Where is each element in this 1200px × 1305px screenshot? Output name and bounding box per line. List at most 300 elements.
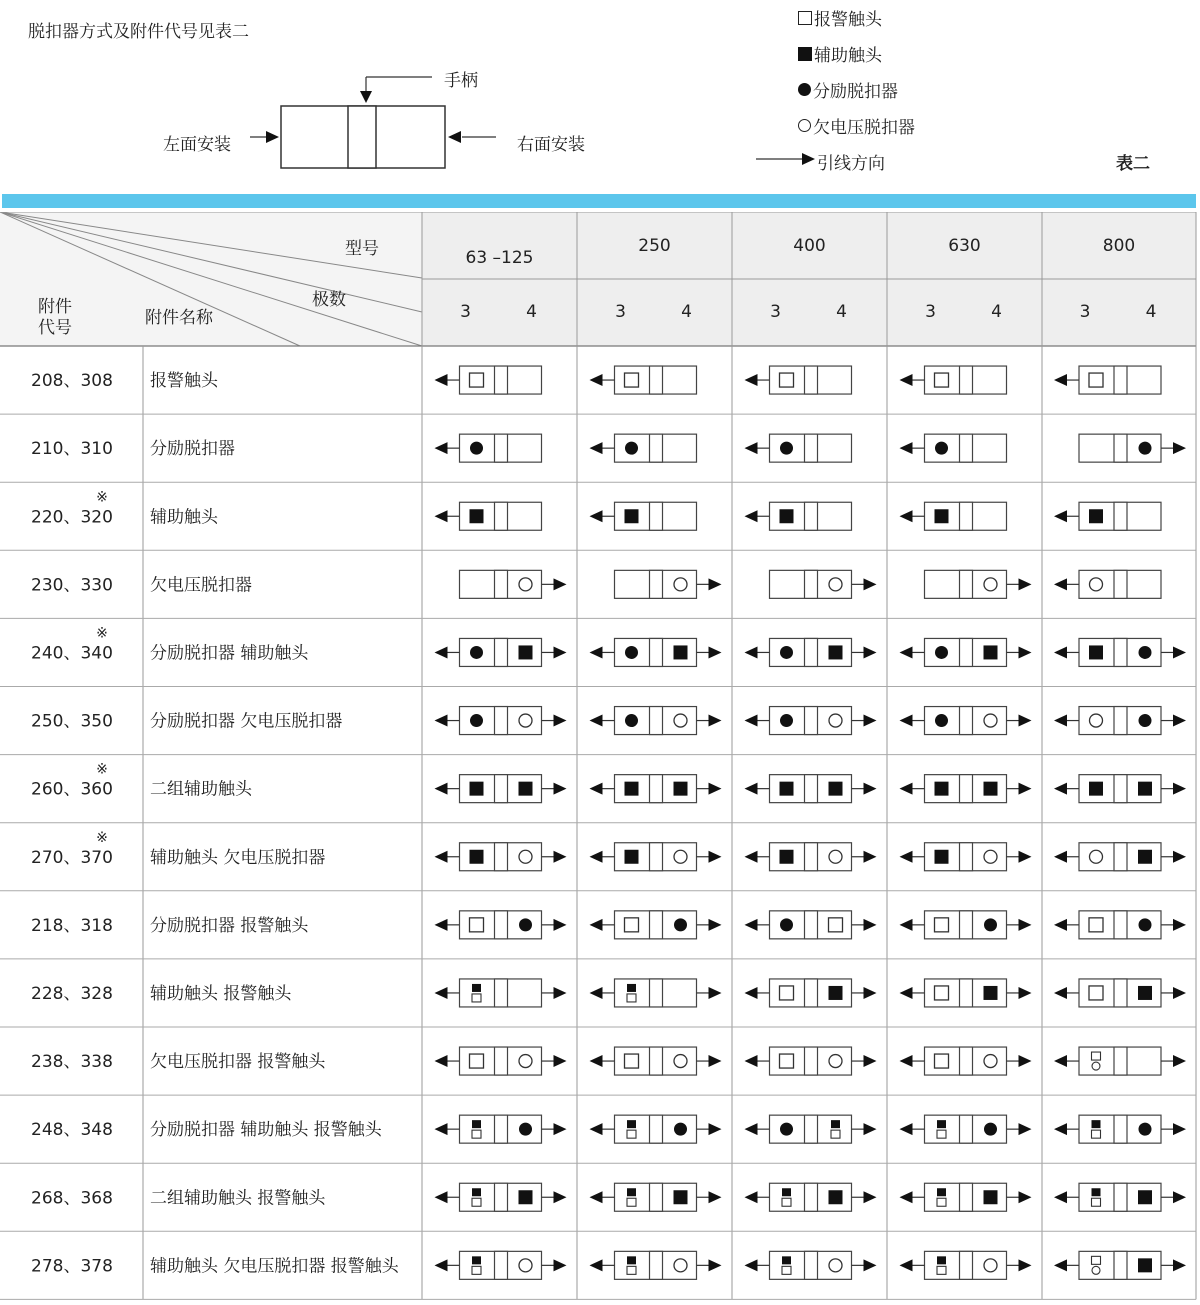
cell-13-2-right-symbol: [829, 1259, 842, 1272]
header-code-label-1: 附件: [38, 297, 72, 317]
cell-11-3-arrow-right: [1019, 1123, 1032, 1135]
left-arrow-head: [266, 131, 279, 143]
cell-11-2-right-symbol-alarm: [831, 1130, 840, 1138]
cell-13-0-left-symbol-aux: [472, 1256, 481, 1264]
cell-2-4-arrow-left: [1054, 510, 1067, 522]
cell-6-4-arrow-right: [1173, 783, 1186, 795]
cell-12-2-arrow-left: [745, 1191, 758, 1203]
row-code-11: 248、348: [31, 1120, 113, 1141]
cell-10-3-arrow-right: [1019, 1055, 1032, 1067]
row-name-6: 二组辅助触头: [150, 779, 252, 800]
cell-6-1-arrow-right: [709, 783, 722, 795]
cell-13-1-left-symbol-aux: [627, 1256, 636, 1264]
cell-11-3-arrow-left: [900, 1123, 913, 1135]
cell-10-1-right-symbol: [674, 1055, 687, 1068]
cell-3-3-right-symbol: [984, 578, 997, 591]
cell-10-1-arrow-left: [590, 1055, 603, 1067]
cell-11-0-arrow-left: [435, 1123, 448, 1135]
cell-7-3-left-symbol: [935, 850, 949, 864]
cell-10-3-handle: [960, 1047, 973, 1075]
cell-9-4-arrow-left: [1054, 987, 1067, 999]
cell-11-0-right-symbol: [519, 1123, 532, 1136]
alarm-contact-icon: [798, 11, 812, 25]
cell-8-3-handle: [960, 911, 973, 939]
cell-13-1-arrow-left: [590, 1259, 603, 1271]
cell-13-3-arrow-left: [900, 1259, 913, 1271]
cell-4-4-handle: [1114, 638, 1127, 666]
row-name-3: 欠电压脱扣器: [150, 575, 252, 596]
cell-0-4-arrow-left: [1054, 374, 1067, 386]
row-name-8: 分励脱扣器 报警触头: [150, 915, 309, 936]
cell-12-3-right-symbol: [984, 1190, 998, 1204]
cell-8-4-handle: [1114, 911, 1127, 939]
cell-13-0-left-symbol-alarm: [472, 1266, 481, 1274]
cell-0-1-left-symbol: [625, 373, 639, 387]
cell-11-2-arrow-left: [745, 1123, 758, 1135]
cell-0-3-handle: [960, 366, 973, 394]
cell-1-4-right-symbol: [1139, 442, 1152, 455]
frame-header-2: 400: [793, 236, 826, 256]
cell-13-4-arrow-right: [1173, 1259, 1186, 1271]
cell-8-2-arrow-left: [745, 919, 758, 931]
cell-3-1-handle: [650, 570, 663, 598]
cell-10-0-left-symbol: [470, 1054, 484, 1068]
cell-4-4-left-symbol: [1089, 645, 1103, 659]
cell-12-0-handle: [495, 1183, 508, 1211]
cell-5-1-handle: [650, 707, 663, 735]
cell-4-1-right-symbol: [674, 645, 688, 659]
row-name-4: 分励脱扣器 辅助触头: [150, 643, 309, 664]
cell-7-1-left-symbol: [625, 850, 639, 864]
cell-11-2-handle: [805, 1115, 818, 1143]
cell-1-2-handle: [805, 434, 818, 462]
cell-9-1-arrow-right: [709, 987, 722, 999]
cell-0-0-handle: [495, 366, 508, 394]
cell-12-0-right-symbol: [519, 1190, 533, 1204]
cell-7-4-left-symbol: [1090, 850, 1103, 863]
cell-11-1-arrow-left: [590, 1123, 603, 1135]
cell-10-3-left-symbol: [935, 1054, 949, 1068]
cell-0-0-arrow-left: [435, 374, 448, 386]
cell-0-3-arrow-left: [900, 374, 913, 386]
cell-8-0-handle: [495, 911, 508, 939]
cell-5-2-handle: [805, 707, 818, 735]
cell-5-3-right-symbol: [984, 714, 997, 727]
cell-7-3-right-symbol: [984, 850, 997, 863]
cell-10-3-arrow-left: [900, 1055, 913, 1067]
cell-5-1-arrow-right: [709, 715, 722, 727]
cell-6-4-arrow-left: [1054, 783, 1067, 795]
cell-0-1-handle: [650, 366, 663, 394]
cell-11-1-left-symbol-alarm: [627, 1130, 636, 1138]
top-note: 脱扣器方式及附件代号见表二: [28, 22, 249, 42]
cell-13-1-handle: [650, 1251, 663, 1279]
row-code-10: 238、338: [31, 1052, 113, 1073]
cell-12-2-left-symbol-alarm: [782, 1198, 791, 1206]
cell-10-3-right-symbol: [984, 1055, 997, 1068]
cell-2-2-left-symbol: [780, 509, 794, 523]
cell-13-3-right-symbol: [984, 1259, 997, 1272]
cell-8-4-arrow-left: [1054, 919, 1067, 931]
cell-6-3-arrow-left: [900, 783, 913, 795]
cell-11-4-left-symbol-aux: [1092, 1120, 1101, 1128]
legend-shunt: [798, 77, 898, 102]
row-name-12: 二组辅助触头 报警触头: [150, 1188, 326, 1209]
cell-11-4-arrow-right: [1173, 1123, 1186, 1135]
cell-6-3-handle: [960, 775, 973, 803]
cell-12-3-arrow-left: [900, 1191, 913, 1203]
cell-12-4-handle: [1114, 1183, 1127, 1211]
cell-4-0-arrow-right: [554, 646, 567, 658]
cell-2-4-left-symbol: [1089, 509, 1103, 523]
cell-2-3-left-symbol: [935, 509, 949, 523]
cell-6-2-arrow-right: [864, 783, 877, 795]
cell-7-4-arrow-right: [1173, 851, 1186, 863]
cell-8-4-right-symbol: [1139, 918, 1152, 931]
pole-3-header-2: 3: [770, 302, 781, 322]
cell-13-4-left-symbol-under: [1092, 1266, 1100, 1274]
cell-6-1-handle: [650, 775, 663, 803]
cell-5-1-right-symbol: [674, 714, 687, 727]
cell-8-4-left-symbol: [1089, 918, 1103, 932]
row-name-5: 分励脱扣器 欠电压脱扣器: [150, 711, 343, 732]
cell-13-0-arrow-left: [435, 1259, 448, 1271]
cell-1-3-left-symbol: [935, 442, 948, 455]
cell-13-2-arrow-right: [864, 1259, 877, 1271]
cell-12-3-handle: [960, 1183, 973, 1211]
cell-13-1-right-symbol: [674, 1259, 687, 1272]
cell-3-0-arrow-right: [554, 578, 567, 590]
cell-13-4-left-symbol-alarm: [1092, 1256, 1101, 1264]
cell-2-2-handle: [805, 502, 818, 530]
cell-11-3-left-symbol-alarm: [937, 1130, 946, 1138]
cell-11-4-arrow-left: [1054, 1123, 1067, 1135]
cell-7-2-left-symbol: [780, 850, 794, 864]
cell-6-0-handle: [495, 775, 508, 803]
legend-aux: [798, 41, 882, 66]
cell-12-4-arrow-right: [1173, 1191, 1186, 1203]
cell-12-1-left-symbol-aux: [627, 1188, 636, 1196]
cell-7-0-arrow-right: [554, 851, 567, 863]
cell-9-3-handle: [960, 979, 973, 1007]
cell-8-1-right-symbol: [674, 918, 687, 931]
cell-5-1-arrow-left: [590, 715, 603, 727]
cell-5-0-arrow-right: [554, 715, 567, 727]
cell-13-1-arrow-right: [709, 1259, 722, 1271]
cell-7-1-handle: [650, 843, 663, 871]
cell-1-0-handle: [495, 434, 508, 462]
cell-7-0-arrow-left: [435, 851, 448, 863]
cell-12-2-right-symbol: [829, 1190, 843, 1204]
cell-13-0-right-symbol: [519, 1259, 532, 1272]
cell-1-4-arrow-right: [1173, 442, 1186, 454]
cell-7-1-arrow-right: [709, 851, 722, 863]
cell-10-0-right-symbol: [519, 1055, 532, 1068]
cell-2-1-left-symbol: [625, 509, 639, 523]
row-code-8: 218、318: [31, 915, 113, 936]
auxiliary-contact-icon: [798, 47, 812, 61]
cell-11-0-left-symbol-aux: [472, 1120, 481, 1128]
pole-3-header-0: 3: [460, 302, 471, 322]
cell-5-4-right-symbol: [1139, 714, 1152, 727]
cell-6-2-handle: [805, 775, 818, 803]
cell-7-3-arrow-left: [900, 851, 913, 863]
pole-4-header-4: 4: [1145, 302, 1157, 322]
cell-11-2-left-symbol: [780, 1123, 793, 1136]
cell-6-0-right-symbol: [519, 782, 533, 796]
row-code-9: 228、328: [31, 983, 113, 1004]
cell-10-4-left-symbol-under: [1092, 1062, 1100, 1070]
cell-11-4-right-symbol: [1139, 1123, 1152, 1136]
row-name-11: 分励脱扣器 辅助触头 报警触头: [150, 1120, 382, 1141]
cell-4-4-arrow-left: [1054, 646, 1067, 658]
cell-2-2-arrow-left: [745, 510, 758, 522]
cell-4-3-arrow-right: [1019, 646, 1032, 658]
cell-4-1-arrow-left: [590, 646, 603, 658]
cell-5-0-left-symbol: [470, 714, 483, 727]
row-name-7: 辅助触头 欠电压脱扣器: [150, 847, 326, 868]
cell-4-1-left-symbol: [625, 646, 638, 659]
cell-5-3-handle: [960, 707, 973, 735]
cell-11-3-left-symbol-aux: [937, 1120, 946, 1128]
cell-11-1-arrow-right: [709, 1123, 722, 1135]
cell-2-0-arrow-left: [435, 510, 448, 522]
row-code-5: 250、350: [31, 711, 113, 732]
cell-7-3-handle: [960, 843, 973, 871]
cell-6-1-arrow-left: [590, 783, 603, 795]
cell-11-1-handle: [650, 1115, 663, 1143]
cell-4-1-arrow-right: [709, 646, 722, 658]
cell-6-0-arrow-right: [554, 783, 567, 795]
cell-11-1-right-symbol: [674, 1123, 687, 1136]
cell-6-1-right-symbol: [674, 782, 688, 796]
pole-3-header-3: 3: [925, 302, 936, 322]
legend-alarm-label: 报警触头: [814, 10, 882, 30]
cell-8-3-left-symbol: [935, 918, 949, 932]
row-name-13: 辅助触头 欠电压脱扣器 报警触头: [150, 1256, 399, 1277]
cell-7-2-right-symbol: [829, 850, 842, 863]
cell-10-2-left-symbol: [780, 1054, 794, 1068]
row-note-mark-6: ※: [96, 761, 108, 778]
cell-9-0-left-symbol-alarm: [472, 994, 481, 1002]
frame-header-4: 800: [1102, 236, 1136, 256]
cell-8-2-handle: [805, 911, 818, 939]
accessory-table: [0, 212, 1200, 1305]
cell-4-3-handle: [960, 638, 973, 666]
cell-1-1-left-symbol: [625, 442, 638, 455]
cell-10-0-handle: [495, 1047, 508, 1075]
cell-3-3-handle: [960, 570, 973, 598]
cell-9-4-handle: [1114, 979, 1127, 1007]
cell-10-1-handle: [650, 1047, 663, 1075]
pole-4-header-1: 4: [681, 302, 692, 322]
cell-6-2-arrow-left: [745, 783, 758, 795]
cell-11-0-left-symbol-alarm: [472, 1130, 481, 1138]
cell-9-2-left-symbol: [780, 986, 794, 1000]
cell-9-2-handle: [805, 979, 818, 1007]
pole-3-header-4: 3: [1079, 302, 1091, 322]
mounting-diagram: [150, 55, 610, 180]
row-name-0: 报警触头: [150, 371, 218, 392]
legend-arrow-label: 引线方向: [817, 154, 885, 174]
cell-2-1-arrow-left: [590, 510, 603, 522]
cell-12-0-arrow-left: [435, 1191, 448, 1203]
cell-6-1-left-symbol: [625, 782, 639, 796]
cell-9-0-left-symbol-aux: [472, 984, 481, 992]
legend-alarm: [798, 5, 882, 30]
cell-6-4-handle: [1114, 775, 1127, 803]
row-name-10: 欠电压脱扣器 报警触头: [150, 1052, 326, 1073]
cell-9-4-right-symbol: [1138, 986, 1152, 1000]
cell-0-3-left-symbol: [935, 373, 949, 387]
cell-7-0-right-symbol: [519, 850, 532, 863]
cell-9-2-arrow-right: [864, 987, 877, 999]
cell-4-2-left-symbol: [780, 646, 793, 659]
row-code-7: 270、370: [31, 847, 113, 868]
cell-4-0-left-symbol: [470, 646, 483, 659]
cell-2-1-handle: [650, 502, 663, 530]
cell-2-3-arrow-left: [900, 510, 913, 522]
cell-6-2-right-symbol: [829, 782, 843, 796]
cell-5-4-left-symbol: [1090, 714, 1103, 727]
row-code-6: 260、360: [31, 779, 113, 800]
cell-7-2-arrow-right: [864, 851, 877, 863]
cell-1-2-left-symbol: [780, 442, 793, 455]
cell-5-4-handle: [1114, 707, 1127, 735]
legend-under: [798, 113, 915, 138]
cell-8-3-arrow-left: [900, 919, 913, 931]
row-code-4: 240、340: [31, 643, 113, 664]
cell-11-0-arrow-right: [554, 1123, 567, 1135]
cell-8-3-arrow-right: [1019, 919, 1032, 931]
cell-5-4-arrow-left: [1054, 715, 1067, 727]
row-code-2: 220、320: [31, 507, 113, 528]
cell-0-0-left-symbol: [470, 373, 484, 387]
cell-1-2-arrow-left: [745, 442, 758, 454]
cell-13-2-left-symbol-alarm: [782, 1266, 791, 1274]
cell-5-3-arrow-right: [1019, 715, 1032, 727]
cell-8-2-arrow-right: [864, 919, 877, 931]
cell-10-0-arrow-left: [435, 1055, 448, 1067]
cell-11-0-handle: [495, 1115, 508, 1143]
header-code-label-2: 代号: [38, 318, 72, 338]
frame-header-1: 250: [638, 236, 671, 256]
cell-6-4-right-symbol: [1138, 782, 1152, 796]
cell-4-4-right-symbol: [1139, 646, 1152, 659]
row-name-9: 辅助触头 报警触头: [150, 983, 292, 1004]
cell-2-4-handle: [1114, 502, 1127, 530]
cell-12-1-left-symbol-alarm: [627, 1198, 636, 1206]
cell-3-3-arrow-right: [1019, 578, 1032, 590]
cell-8-0-arrow-right: [554, 919, 567, 931]
cell-11-2-arrow-right: [864, 1123, 877, 1135]
cell-12-0-arrow-right: [554, 1191, 567, 1203]
cell-0-2-handle: [805, 366, 818, 394]
cell-12-4-left-symbol-alarm: [1092, 1198, 1101, 1206]
cell-12-0-left-symbol-alarm: [472, 1198, 481, 1206]
cell-8-0-left-symbol: [470, 918, 484, 932]
cell-13-0-arrow-right: [554, 1259, 567, 1271]
cell-9-1-handle: [650, 979, 663, 1007]
cell-3-4-arrow-left: [1054, 578, 1067, 590]
cell-9-3-right-symbol: [984, 986, 998, 1000]
cell-1-3-handle: [960, 434, 973, 462]
pole-3-header-1: 3: [615, 302, 626, 322]
cell-9-4-arrow-right: [1173, 987, 1186, 999]
cell-4-0-handle: [495, 638, 508, 666]
section-divider-bar: [2, 194, 1196, 208]
cell-4-3-right-symbol: [984, 645, 998, 659]
row-note-mark-2: ※: [96, 489, 108, 506]
cell-8-0-right-symbol: [519, 918, 532, 931]
cell-3-4-left-symbol: [1090, 578, 1103, 591]
cell-9-0-arrow-left: [435, 987, 448, 999]
row-code-3: 230、330: [31, 575, 113, 596]
cell-11-3-right-symbol: [984, 1123, 997, 1136]
cell-11-4-handle: [1114, 1115, 1127, 1143]
cell-5-3-arrow-left: [900, 715, 913, 727]
cell-5-2-arrow-right: [864, 715, 877, 727]
cell-12-3-left-symbol-aux: [937, 1188, 946, 1196]
header-name-label: 附件名称: [145, 308, 213, 328]
cell-5-3-left-symbol: [935, 714, 948, 727]
cell-13-3-arrow-right: [1019, 1259, 1032, 1271]
handle-arrow: [360, 91, 372, 103]
cell-13-0-handle: [495, 1251, 508, 1279]
cell-1-0-left-symbol: [470, 442, 483, 455]
cell-4-4-arrow-right: [1173, 646, 1186, 658]
cell-10-4-left-symbol-alarm: [1092, 1052, 1101, 1060]
handle-label: 手柄: [444, 71, 478, 91]
lead-direction-arrow-icon: [756, 151, 816, 167]
cell-6-3-arrow-right: [1019, 783, 1032, 795]
cell-6-3-left-symbol: [935, 782, 949, 796]
cell-10-4-arrow-left: [1054, 1055, 1067, 1067]
cell-5-2-left-symbol: [780, 714, 793, 727]
cell-9-2-arrow-left: [745, 987, 758, 999]
cell-5-0-handle: [495, 707, 508, 735]
row-name-2: 辅助触头: [150, 507, 218, 528]
cell-7-2-arrow-left: [745, 851, 758, 863]
cell-10-1-arrow-right: [709, 1055, 722, 1067]
cell-13-4-arrow-left: [1054, 1259, 1067, 1271]
cell-1-4-handle: [1114, 434, 1127, 462]
cell-4-3-left-symbol: [935, 646, 948, 659]
cell-6-0-left-symbol: [470, 782, 484, 796]
cell-9-3-arrow-right: [1019, 987, 1032, 999]
cell-9-3-left-symbol: [935, 986, 949, 1000]
legend-shunt-label: 分励脱扣器: [813, 82, 898, 102]
cell-4-2-arrow-left: [745, 646, 758, 658]
cell-12-2-arrow-right: [864, 1191, 877, 1203]
cell-3-1-arrow-right: [709, 578, 722, 590]
cell-2-3-handle: [960, 502, 973, 530]
cell-13-3-left-symbol-aux: [937, 1256, 946, 1264]
cell-12-2-left-symbol-aux: [782, 1188, 791, 1196]
cell-12-4-left-symbol-aux: [1092, 1188, 1101, 1196]
cell-5-0-arrow-left: [435, 715, 448, 727]
cell-13-2-left-symbol-aux: [782, 1256, 791, 1264]
cell-12-1-handle: [650, 1183, 663, 1211]
cell-2-0-left-symbol: [470, 509, 484, 523]
cell-7-0-handle: [495, 843, 508, 871]
cell-5-2-right-symbol: [829, 714, 842, 727]
cell-0-4-left-symbol: [1089, 373, 1103, 387]
cell-3-2-right-symbol: [829, 578, 842, 591]
cell-5-2-arrow-left: [745, 715, 758, 727]
cell-12-3-left-symbol-alarm: [937, 1198, 946, 1206]
cell-10-1-left-symbol: [625, 1054, 639, 1068]
